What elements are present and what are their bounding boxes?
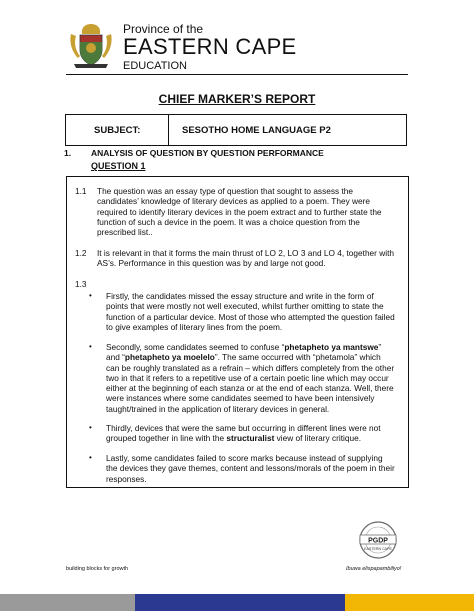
term-bold: phetapheto ya mantswe — [284, 342, 379, 352]
paragraph-text: It is relevant in that it forms the main thrust of LO 2, LO 3 and LO 4, together with AS’s. Performance in this question was by and large not good. — [97, 248, 394, 269]
footer-bar-grey — [0, 594, 135, 611]
term-bold: phetapheto ya moelelo — [124, 352, 215, 363]
bullet-icon: • — [89, 423, 92, 432]
footer-motto: Ibuwa elispapambiliyo! — [346, 566, 402, 572]
bullet-icon: • — [89, 291, 92, 300]
department-header — [123, 22, 297, 73]
footer-bar-navy — [135, 594, 345, 611]
report-title: CHIEF MARKER’S REPORT — [158, 92, 316, 106]
question-analysis-box — [66, 176, 409, 488]
pgdp-seal-logo — [346, 520, 410, 560]
subject-divider — [168, 115, 169, 145]
footer-tagline: building blocks for growth — [66, 566, 129, 572]
footer-bar-gold — [345, 594, 474, 611]
term: phetamola — [315, 352, 355, 363]
bullet-text: Firstly, the candidates missed the essay structure and write in the form of points that were mostly not well executed, whilst further omitting to state the function of a particular device. Most of those who attempted the question failed to give examples of literary lines from the poem. — [106, 291, 395, 332]
bullet-text: Thirdly, devices that were the same but occurring in different lines were not grouped together in line with the structuralist view of literary critique. — [106, 423, 381, 444]
bullet-icon: • — [89, 342, 92, 351]
department-label: EDUCATION — [123, 60, 187, 72]
question-heading: QUESTION 1 — [91, 161, 146, 171]
subject-value: SESOTHO HOME LANGUAGE P2 — [182, 125, 331, 136]
coat-of-arms-logo — [66, 20, 116, 70]
seal-text: PGDP — [368, 537, 388, 545]
subject-label: SUBJECT: — [94, 125, 141, 136]
paragraph-number: 1.1 — [75, 186, 87, 196]
header-divider — [66, 74, 408, 75]
bullet-icon: • — [89, 453, 92, 462]
region-label: EASTERN CAPE — [123, 34, 297, 59]
subject-table — [65, 114, 407, 146]
paragraph-number: 1.3 — [75, 279, 87, 289]
paragraph-number: 1.2 — [75, 248, 87, 258]
section-title: ANALYSIS OF QUESTION BY QUESTION PERFORMANCE — [91, 148, 324, 158]
bullet-text: Lastly, some candidates failed to score marks because instead of supplying the devices they gave themes, content and lessons/morals of the poem in their responses. — [106, 453, 395, 484]
seal-subtext: EASTERN CAPE — [364, 547, 392, 551]
paragraph-text: The question was an essay type of question that sought to assess the candidates’ knowledge of literary devices as applied to a poem. They were required to identify literary devices in the poem extract and to further state the function of such a device in the poem. It was a choice question from the prescribed list.. — [97, 186, 382, 238]
province-label: Province of the — [123, 22, 204, 36]
section-number: 1. — [64, 148, 72, 158]
term-bold: structuralist — [226, 433, 275, 444]
bullet-text: Secondly, some candidates seemed to confuse “phetapheto ya mantswe” and “phetapheto ya moelelo”. The same occurred with “phetamola” which can be roughly translated as a refrain – which differs completely from the other two in that it refers to a repetitive use of a certain poetic line which may occur either at the beginning of each stanza or at the end of each stanza. Well, there were instances where some candidates seemed to have been intensively taught/trained in the application of literary devices in general. — [106, 342, 395, 414]
